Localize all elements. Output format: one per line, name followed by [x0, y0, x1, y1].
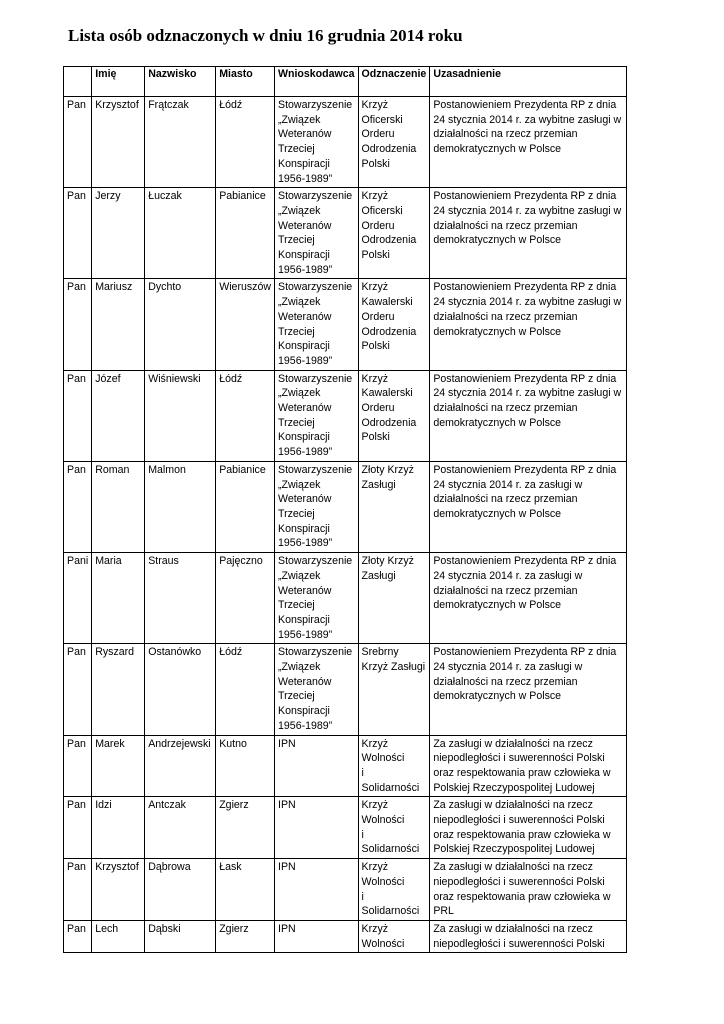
cell-title: Pani	[64, 553, 92, 644]
cell-award: Krzyż Wolności i Solidarności	[358, 797, 430, 859]
table-row	[64, 644, 627, 735]
cell-applicant: Stowarzyszenie „Związek Weteranów Trzeciej Konspiracji 1956-1989”	[275, 188, 359, 279]
cell-title: Pan	[64, 97, 92, 188]
cell-last-name: Ostanówko	[145, 644, 216, 735]
header-reason: Uzasadnienie	[430, 67, 627, 97]
cell-reason: Za zasługi w działalności na rzecz niepodległości i suwerenności Polski oraz respektowania praw człowieka w Polskiej Rzeczypospolitej Ludowej	[430, 797, 627, 859]
cell-last-name: Andrzejewski	[145, 735, 216, 797]
cell-applicant: IPN	[275, 735, 359, 797]
cell-title: Pan	[64, 859, 92, 921]
cell-applicant: IPN	[275, 797, 359, 859]
cell-title: Pan	[64, 188, 92, 279]
document-title: Lista osób odznaczonych w dniu 16 grudnia 2014 roku	[68, 26, 463, 45]
cell-city: Zgierz	[216, 797, 275, 859]
cell-applicant: Stowarzyszenie „Związek Weteranów Trzeciej Konspiracji 1956-1989”	[275, 97, 359, 188]
cell-first-name: Ryszard	[92, 644, 145, 735]
header-city: Miasto	[216, 67, 275, 97]
cell-applicant: IPN	[275, 859, 359, 921]
table-row	[64, 735, 627, 797]
cell-reason: Postanowieniem Prezydenta RP z dnia 24 stycznia 2014 r. za wybitne zasługi w działalności na rzecz przemian demokratycznych w Polsce	[430, 370, 627, 461]
cell-applicant: Stowarzyszenie „Związek Weteranów Trzeciej Konspiracji 1956-1989”	[275, 461, 359, 552]
cell-first-name: Maria	[92, 553, 145, 644]
cell-applicant: Stowarzyszenie „Związek Weteranów Trzeciej Konspiracji 1956-1989”	[275, 279, 359, 370]
cell-last-name: Dychto	[145, 279, 216, 370]
cell-reason: Postanowieniem Prezydenta RP z dnia 24 stycznia 2014 r. za zasługi w działalności na rzecz przemian demokratycznych w Polsce	[430, 553, 627, 644]
cell-first-name: Lech	[92, 920, 145, 952]
cell-city: Łask	[216, 859, 275, 921]
cell-city: Łódź	[216, 97, 275, 188]
cell-last-name: Dąbski	[145, 920, 216, 952]
cell-award: Złoty Krzyż Zasługi	[358, 461, 430, 552]
table-row	[64, 461, 627, 552]
cell-award: Krzyż Wolności i Solidarności	[358, 859, 430, 921]
header-first-name: Imię	[92, 67, 145, 97]
cell-reason: Za zasługi w działalności na rzecz niepodległości i suwerenności Polski oraz respektowania praw człowieka w Polskiej Rzeczypospolitej Ludowej	[430, 735, 627, 797]
table-row	[64, 797, 627, 859]
cell-title: Pan	[64, 644, 92, 735]
cell-reason: Postanowieniem Prezydenta RP z dnia 24 stycznia 2014 r. za zasługi w działalności na rzecz przemian demokratycznych w Polsce	[430, 644, 627, 735]
cell-award: Srebrny Krzyż Zasługi	[358, 644, 430, 735]
cell-title: Pan	[64, 370, 92, 461]
header-applicant: Wnioskodawca	[275, 67, 359, 97]
table-header-row	[64, 67, 627, 97]
cell-title: Pan	[64, 797, 92, 859]
cell-city: Pabianice	[216, 188, 275, 279]
cell-award: Krzyż Oficerski Orderu Odrodzenia Polski	[358, 97, 430, 188]
cell-reason: Za zasługi w działalności na rzecz niepodległości i suwerenności Polski	[430, 920, 627, 952]
cell-title: Pan	[64, 735, 92, 797]
cell-city: Łódź	[216, 370, 275, 461]
cell-reason: Postanowieniem Prezydenta RP z dnia 24 stycznia 2014 r. za wybitne zasługi w działalności na rzecz przemian demokratycznych w Polsce	[430, 97, 627, 188]
table-body	[64, 97, 627, 953]
cell-last-name: Dąbrowa	[145, 859, 216, 921]
cell-title: Pan	[64, 920, 92, 952]
awards-table	[63, 66, 627, 953]
cell-first-name: Mariusz	[92, 279, 145, 370]
cell-last-name: Malmon	[145, 461, 216, 552]
cell-city: Pabianice	[216, 461, 275, 552]
table-row	[64, 188, 627, 279]
table-row	[64, 859, 627, 921]
cell-first-name: Józef	[92, 370, 145, 461]
cell-reason: Za zasługi w działalności na rzecz niepodległości i suwerenności Polski oraz respektowania praw człowieka w PRL	[430, 859, 627, 921]
cell-award: Krzyż Wolności i Solidarności	[358, 735, 430, 797]
cell-applicant: Stowarzyszenie „Związek Weteranów Trzeciej Konspiracji 1956-1989”	[275, 370, 359, 461]
cell-reason: Postanowieniem Prezydenta RP z dnia 24 stycznia 2014 r. za zasługi w działalności na rzecz przemian demokratycznych w Polsce	[430, 461, 627, 552]
table-row	[64, 97, 627, 188]
cell-award: Krzyż Wolności	[358, 920, 430, 952]
cell-reason: Postanowieniem Prezydenta RP z dnia 24 stycznia 2014 r. za wybitne zasługi w działalności na rzecz przemian demokratycznych w Polsce	[430, 188, 627, 279]
cell-last-name: Wiśniewski	[145, 370, 216, 461]
cell-city: Kutno	[216, 735, 275, 797]
header-award: Odznaczenie	[358, 67, 430, 97]
header-last-name: Nazwisko	[145, 67, 216, 97]
cell-last-name: Łuczak	[145, 188, 216, 279]
cell-award: Krzyż Oficerski Orderu Odrodzenia Polski	[358, 188, 430, 279]
cell-award: Krzyż Kawalerski Orderu Odrodzenia Polski	[358, 279, 430, 370]
cell-last-name: Antczak	[145, 797, 216, 859]
cell-applicant: IPN	[275, 920, 359, 952]
cell-first-name: Jerzy	[92, 188, 145, 279]
cell-award: Złoty Krzyż Zasługi	[358, 553, 430, 644]
table-row	[64, 553, 627, 644]
table-row	[64, 279, 627, 370]
cell-award: Krzyż Kawalerski Orderu Odrodzenia Polski	[358, 370, 430, 461]
cell-first-name: Krzysztof	[92, 97, 145, 188]
cell-first-name: Krzysztof	[92, 859, 145, 921]
cell-city: Łódź	[216, 644, 275, 735]
cell-first-name: Marek	[92, 735, 145, 797]
cell-city: Wieruszów	[216, 279, 275, 370]
table-row	[64, 370, 627, 461]
cell-city: Pajęczno	[216, 553, 275, 644]
cell-city: Zgierz	[216, 920, 275, 952]
cell-last-name: Frątczak	[145, 97, 216, 188]
cell-applicant: Stowarzyszenie „Związek Weteranów Trzeciej Konspiracji 1956-1989”	[275, 644, 359, 735]
header-title	[64, 67, 92, 97]
cell-title: Pan	[64, 461, 92, 552]
cell-title: Pan	[64, 279, 92, 370]
cell-reason: Postanowieniem Prezydenta RP z dnia 24 stycznia 2014 r. za wybitne zasługi w działalności na rzecz przemian demokratycznych w Polsce	[430, 279, 627, 370]
cell-first-name: Roman	[92, 461, 145, 552]
table-row	[64, 920, 627, 952]
cell-first-name: Idzi	[92, 797, 145, 859]
cell-applicant: Stowarzyszenie „Związek Weteranów Trzeciej Konspiracji 1956-1989”	[275, 553, 359, 644]
cell-last-name: Straus	[145, 553, 216, 644]
